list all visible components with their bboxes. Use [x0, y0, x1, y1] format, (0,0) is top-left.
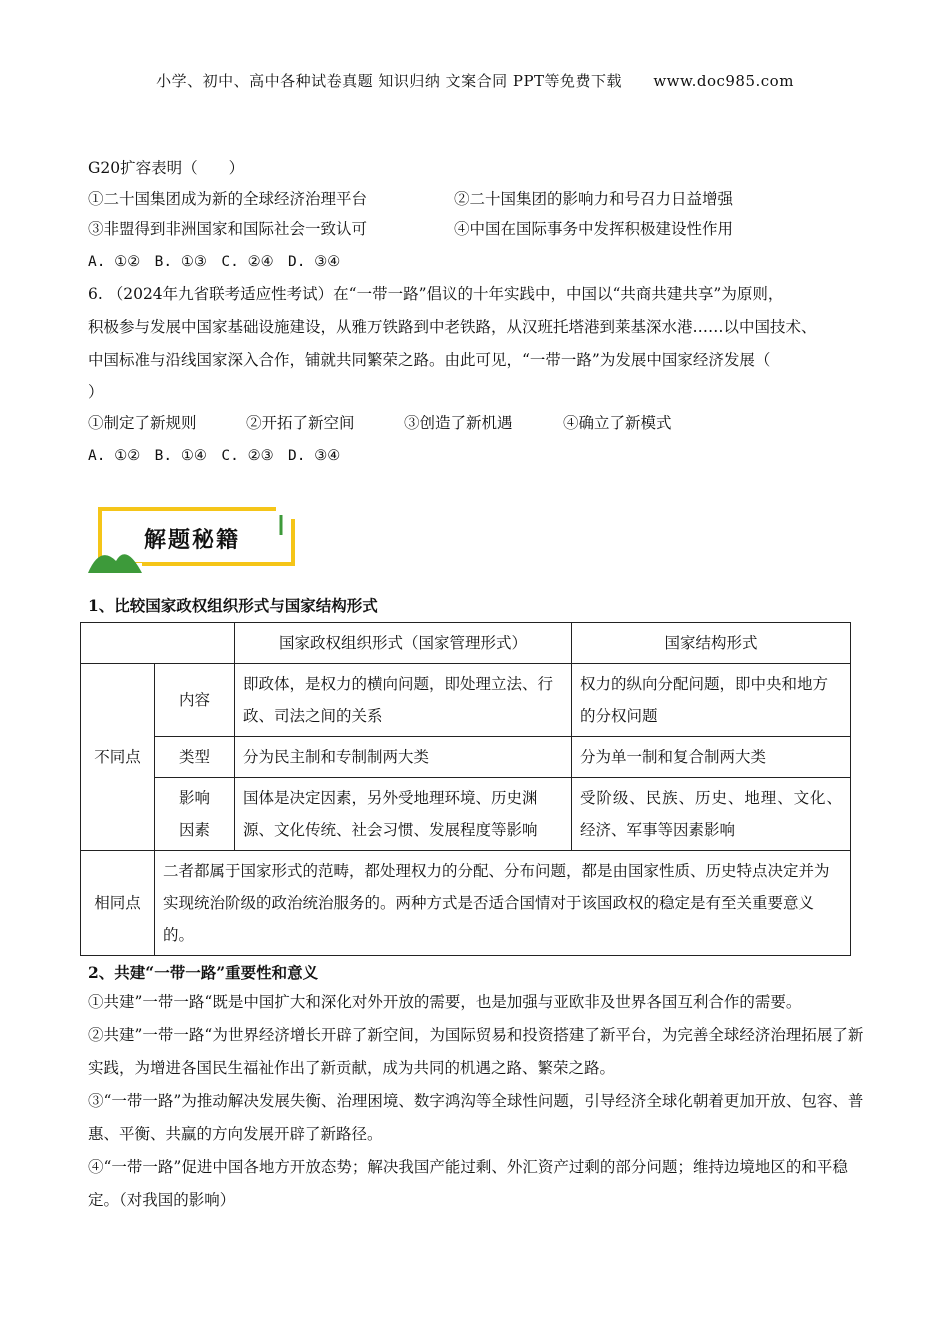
section-2-point-3: ③“一带一路”为推动解决发展失衡、治理困境、数字鸿沟等全球性问题，引导经济全球化朝着更加开放、包容、普惠、平衡、共赢的方向发展开辟了新路径。	[88, 1092, 864, 1143]
q5-option-1: ①二十国集团成为新的全球经济治理平台	[88, 190, 368, 208]
table-row	[81, 664, 851, 737]
q6-option-1: ①制定了新规则	[88, 414, 197, 432]
header-site: www.doc985.com	[653, 72, 794, 90]
cell-type-a: 分为民主制和专制制两大类	[235, 737, 572, 778]
q6-line-2: 积极参与发展中国家基础设施建设，从雅万铁路到中老铁路，从汉班托塔港到莱基深水港……以中国技术、	[88, 318, 817, 336]
hill-icon	[88, 554, 142, 573]
q5-stem: G20扩容表明（ ）	[88, 159, 245, 177]
section-2-point-4: ④“一带一路”促进中国各地方开放态势；解决我国产能过剩、外汇资产过剩的部分问题；维持边境地区的和平稳定。（对我国的影响）	[88, 1158, 848, 1209]
cell-factors-a: 国体是决定因素，另外受地理环境、历史渊源、文化传统、社会习惯、发展程度等影响	[235, 778, 572, 851]
cell-factors-b: 受阶级、民族、历史、地理、文化、经济、军事等因素影响	[572, 778, 851, 851]
section-2-point-2: ②共建”一带一路“为世界经济增长开辟了新空间，为国际贸易和投资搭建了新平台，为完善全球经济治理拓展了新实践，为增进各国民生福祉作出了新贡献，成为共同的机遇之路、繁荣之路。	[88, 1026, 864, 1077]
cell-content-b: 权力的纵向分配问题，即中央和地方的分权问题	[572, 664, 851, 737]
banner-frame-gap	[276, 507, 296, 519]
header-empty-cell	[81, 623, 235, 664]
q6-choices: A. ①② B. ①④ C. ②③ D. ③④	[88, 448, 341, 464]
same-label: 相同点	[81, 851, 155, 956]
banner-title: 解题秘籍	[144, 528, 241, 553]
q5-option-4: ④中国在国际事务中发挥积极建设性作用	[454, 220, 734, 238]
q5-option-3: ③非盟得到非洲国家和国际社会一致认可	[88, 220, 368, 238]
section-2-title: 2、共建“一带一路”重要性和意义	[88, 963, 319, 982]
section-2-point-1: ①共建”一带一路“既是中国扩大和深化对外开放的需要，也是加强与亚欧非及世界各国互利合作的需要。	[88, 993, 802, 1011]
q6-line-1: 6. （2024年九省联考适应性考试）在“一带一路”倡议的十年实践中，中国以“共商共建共享”为原则，	[88, 285, 784, 303]
section-1-title: 1、比较国家政权组织形式与国家结构形式	[88, 596, 378, 615]
table-header-row	[81, 623, 851, 664]
table-row	[81, 737, 851, 778]
page-header	[0, 70, 950, 91]
q6-line-4: ）	[88, 383, 104, 401]
header-text: 小学、初中、高中各种试卷真题 知识归纳 文案合同 PPT等免费下载	[156, 72, 623, 90]
q6-option-2: ②开拓了新空间	[246, 414, 355, 432]
cell-same-text: 二者都属于国家形式的范畴，都处理权力的分配、分布问题，都是由国家性质、历史特点决定并为实现统治阶级的政治统治服务的。两种方式是否适合国情对于该国政权的稳定是有至关重要意义的。	[155, 851, 851, 956]
comparison-table	[80, 622, 851, 956]
diff-label: 不同点	[81, 664, 155, 851]
row-label-content: 内容	[155, 664, 235, 737]
header-cell-structure-form: 国家结构形式	[572, 623, 851, 664]
cell-type-b: 分为单一制和复合制两大类	[572, 737, 851, 778]
cell-content-a: 即政体，是权力的横向问题，即处理立法、行政、司法之间的关系	[235, 664, 572, 737]
table-row	[81, 778, 851, 851]
row-label-type: 类型	[155, 737, 235, 778]
q6-line-3: 中国标准与沿线国家深入合作，铺就共同繁荣之路。由此可见，“一带一路”为发展中国家经济发展（	[88, 351, 771, 369]
q5-choices: A. ①② B. ①③ C. ②④ D. ③④	[88, 254, 341, 270]
q6-option-3: ③创造了新机遇	[404, 414, 513, 432]
row-label-factors: 影响因素	[155, 778, 235, 851]
tips-banner	[86, 505, 298, 577]
q6-option-4: ④确立了新模式	[563, 414, 672, 432]
q5-option-2: ②二十国集团的影响力和号召力日益增强	[454, 190, 734, 208]
header-cell-govt-form: 国家政权组织形式（国家管理形式）	[235, 623, 572, 664]
table-row	[81, 851, 851, 956]
